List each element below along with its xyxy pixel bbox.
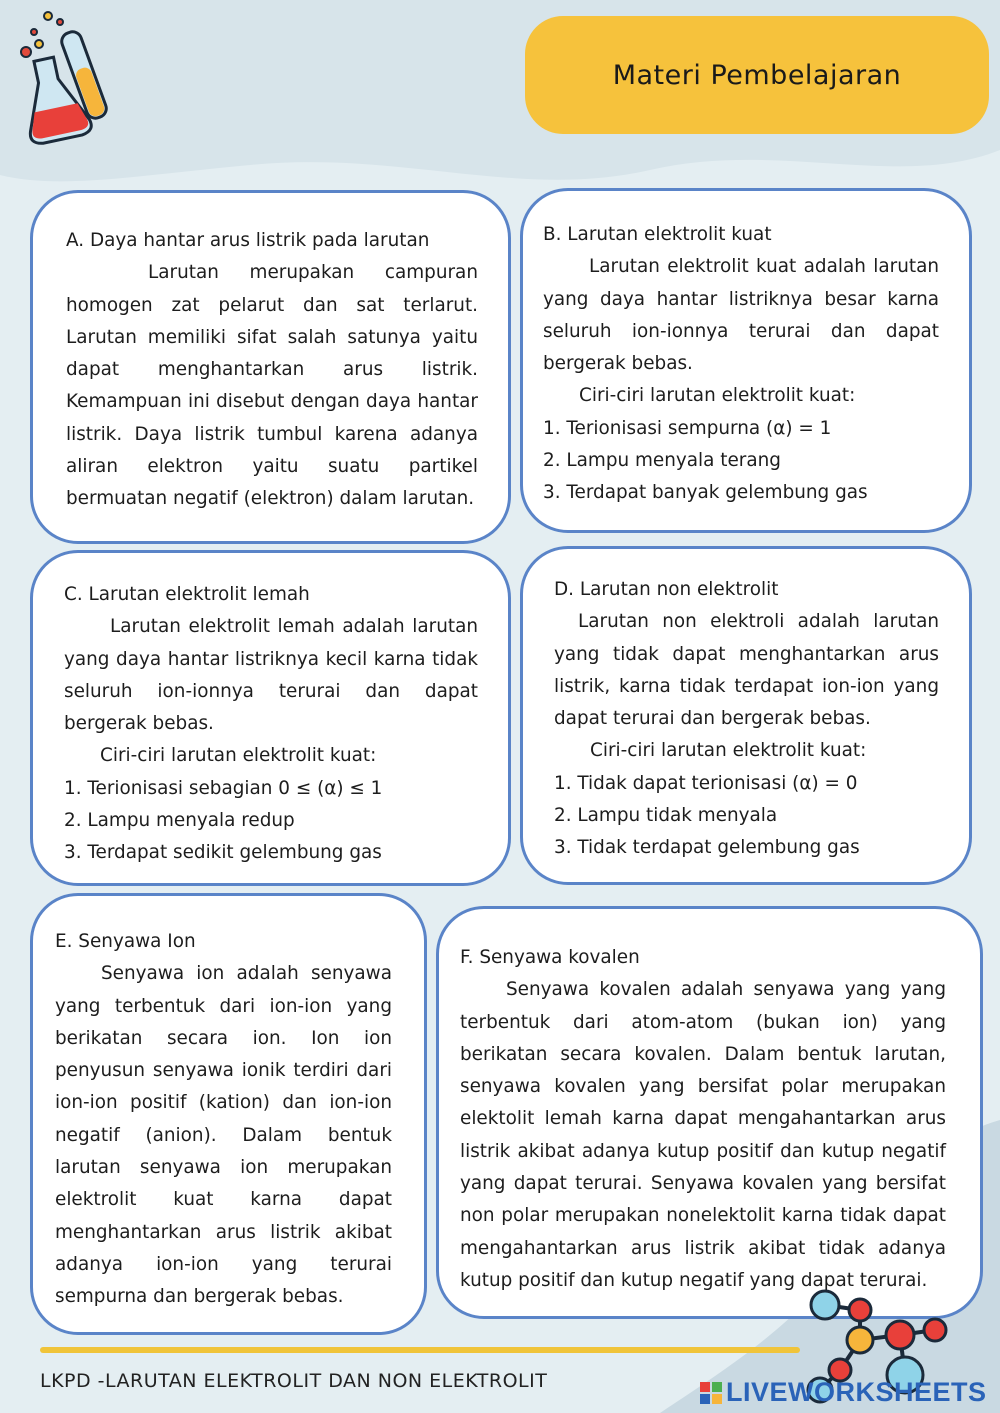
section-card-f: [436, 906, 983, 1319]
section-body: Senyawa kovalen adalah senyawa yang yang terbentuk dari atom-atom (bukan ion) yang berikatan secara kovalen. Dalam bentuk larutan, senyawa kovalen yang bersifat polar merupakan elektolit lemah karna dapat mengahantarkan arus listrik akibat adanya kutup positif dan kutup negatif yang dapat terurai. Senyawa kovalen yang bersifat non polar merupakan nonelektolit karna tidak dapat mengahantarkan arus listrik akibat tidak adanya kutup positif dan kutup negatif yang dapat terurai.: [460, 979, 946, 1291]
section-body: Larutan non elektroli adalah larutan yang tidak dapat menghantarkan arus listrik, karna tidak terdapat ion-ion yang dapat terurai dan bergerak bebas.: [554, 611, 939, 730]
list-item: 3. Tidak terdapat gelembung gas: [554, 837, 860, 859]
list-item: 2. Lampu menyala terang: [543, 450, 781, 472]
list-item: 1. Tidak dapat terionisasi (α) = 0: [554, 772, 858, 794]
test-tube-flask-icon: [14, 8, 124, 148]
list-item: 3. Terdapat banyak gelembung gas: [543, 482, 868, 504]
characteristics-list: [554, 768, 939, 865]
page-title: Materi Pembelajaran: [525, 16, 989, 134]
list-item: 1. Terionisasi sebagian 0 ≤ (α) ≤ 1: [64, 777, 383, 799]
section-body: Larutan merupakan campuran homogen zat pelarut dan sat terlarut. Larutan memiliki sifat salah satunya yaitu dapat menghantarkan arus listrik. Kemampuan ini disebut dengan daya hantar listrik. Daya listrik tumbul karena adanya aliran elektron yaitu suatu partikel bermuatan negatif (elektron) dalam larutan.: [66, 262, 478, 510]
section-card-c: [30, 550, 511, 886]
section-body: Larutan elektrolit kuat adalah larutan yang daya hantar listriknya besar karna seluruh ion-ionnya terurai dan dapat bergerak bebas.: [543, 256, 939, 375]
section-card-b: [520, 188, 972, 533]
section-card-a: [30, 190, 511, 544]
section-body: Senyawa ion adalah senyawa yang terbentuk dari ion-ion yang berikatan secara ion. Ion ion penyusun senyawa ionik terdiri dari ion-ion positif (kation) dan ion-ion negatif (anion). Dalam bentuk larutan senyawa ion merupakan elektrolit kuat karna dapat menghantarkan arus listrik akibat adanya ion-ion yang terurai sempurna dan bergerak bebas.: [55, 963, 392, 1308]
list-item: 3. Terdapat sedikit gelembung gas: [64, 842, 382, 864]
section-heading: D. Larutan non elektrolit: [554, 579, 779, 600]
list-item: 1. Terionisasi sempurna (α) = 1: [543, 417, 832, 439]
section-subheading: Ciri-ciri larutan elektrolit kuat:: [100, 745, 377, 767]
list-item: 2. Lampu menyala redup: [64, 810, 295, 832]
characteristics-list: [543, 413, 939, 510]
section-heading: F. Senyawa kovalen: [460, 947, 640, 968]
liveworksheets-brand: [700, 1377, 987, 1408]
section-card-e: [30, 893, 427, 1335]
brand-name: LIVEWORKSHEETS: [726, 1377, 987, 1407]
section-heading: B. Larutan elektrolit kuat: [543, 224, 772, 245]
section-subheading: Ciri-ciri larutan elektrolit kuat:: [579, 385, 856, 407]
section-body: Larutan elektrolit lemah adalah larutan yang daya hantar listriknya kecil karna tidak seluruh ion-ionnya terurai dan dapat bergerak bebas.: [64, 616, 478, 735]
list-item: 2. Lampu tidak menyala: [554, 805, 778, 827]
section-heading: E. Senyawa Ion: [55, 931, 196, 952]
liveworksheets-logo-icon: [700, 1382, 722, 1404]
section-heading: A. Daya hantar arus listrik pada larutan: [66, 230, 430, 251]
characteristics-list: [64, 773, 478, 870]
footer-divider: [40, 1347, 800, 1353]
footer-title: LKPD -LARUTAN ELEKTROLIT DAN NON ELEKTROLIT: [40, 1370, 548, 1392]
section-heading: C. Larutan elektrolit lemah: [64, 584, 310, 605]
section-card-d: [520, 546, 972, 885]
section-subheading: Ciri-ciri larutan elektrolit kuat:: [590, 740, 867, 762]
